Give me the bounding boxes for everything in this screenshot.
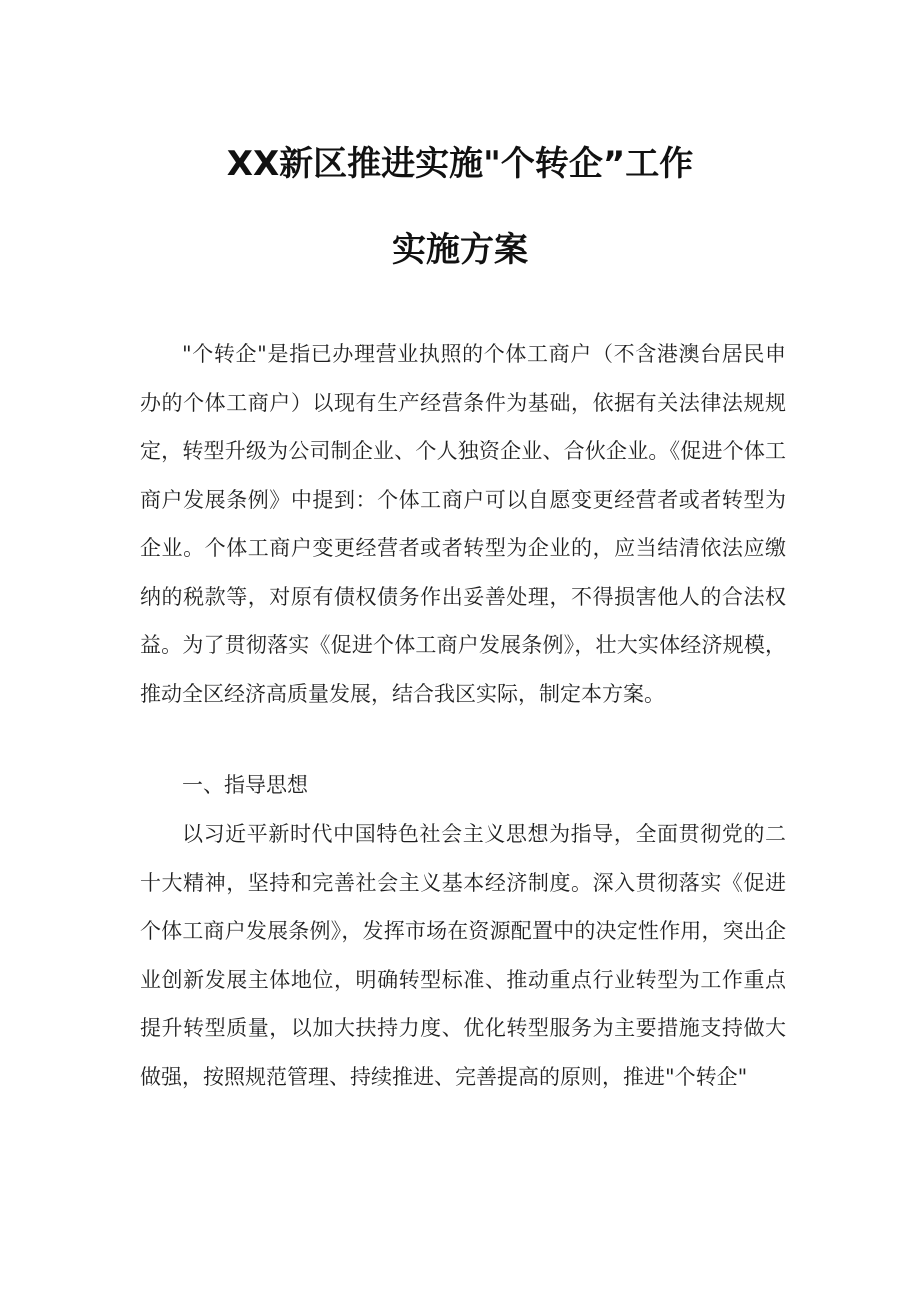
intro-paragraph: "个转企"是指已办理营业执照的个体工商户（不含港澳台居民申办的个体工商户）以现有生产经营条件为基础，依据有关法律法规规定，转型升级为公司制企业、个人独资企业、合伙企业。《促进个体工商户发展条例》中提到：个体工商户可以自愿变更经营者或者转型为企业。个体工商户变更经营者或者转型为企业的，应当结清依法应缴纳的税款等，对原有债权债务作出妥善处理，不得损害他人的合法权益。为了贯彻落实《促进个体工商户发展条例》，壮大实体经济规模，推动全区经济高质量发展，结合我区实际，制定本方案。 (140, 342, 786, 706)
section-1-block (140, 810, 786, 1101)
section-1-heading-block (140, 761, 786, 810)
section-1-paragraph: 以习近平新时代中国特色社会主义思想为指导，全面贯彻党的二十大精神，坚持和完善社会主义基本经济制度。深入贯彻落实《促进个体工商户发展条例》，发挥市场在资源配置中的决定性作用，突出企业创新发展主体地位，明确转型标准、推动重点行业转型为工作重点提升转型质量，以加大扶持力度、优化转型服务为主要措施支持做大做强，按照规范管理、持续推进、完善提高的原则，推进"个转企" (140, 822, 786, 1089)
document-title-line-1: XX新区推进实施"个转企”工作 (226, 144, 694, 184)
intro-block (140, 330, 786, 718)
document-title-line-2: 实施方案 (392, 230, 528, 270)
section-1-heading: 一、指导思想 (182, 773, 308, 797)
